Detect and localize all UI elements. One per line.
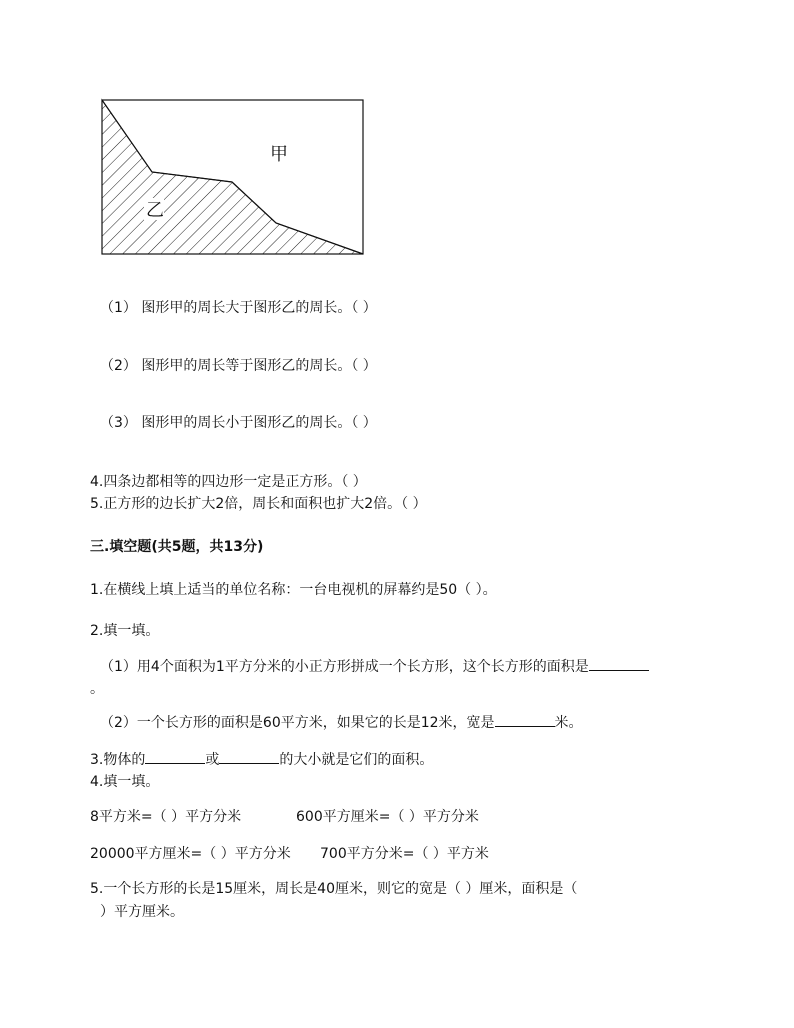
fill-question-3-part-c: 的大小就是它们的面积。 xyxy=(279,752,434,768)
shape-figure xyxy=(100,98,368,258)
fill-question-4-row1-b: 600平方厘米=（ ）平方分米 xyxy=(296,809,479,825)
judge-subquestion-1: （1） 图形甲的周长大于图形乙的周长。（ ） xyxy=(100,300,377,316)
fill-question-2-1 xyxy=(100,658,649,676)
judge-subquestion-2: （2） 图形甲的周长等于图形乙的周长。（ ） xyxy=(100,358,377,374)
label-yi: 乙 xyxy=(146,200,164,221)
fill-question-2: 2.填一填。 xyxy=(90,623,160,639)
fill-question-4-row2-a: 20000平方厘米=（ ）平方分米 xyxy=(90,846,291,862)
fill-question-4-row2-b: 700平方分米=（ ）平方米 xyxy=(320,846,489,862)
fill-question-2-1-end: 。 xyxy=(90,681,104,697)
shaded-region-yi xyxy=(102,100,363,254)
fill-question-2-2-text: （2）一个长方形的面积是60平方米，如果它的长是12米，宽是 xyxy=(100,715,495,731)
fill-question-3 xyxy=(90,751,433,769)
answer-blank[interactable] xyxy=(589,670,649,671)
section-title: 三.填空题(共5题，共13分) xyxy=(90,539,264,555)
fill-question-3-part-a: 3.物体的 xyxy=(90,752,146,768)
fill-question-2-2-unit: 米。 xyxy=(554,715,583,731)
fill-question-2-2 xyxy=(100,714,583,732)
fill-question-5-line1: 5.一个长方形的长是15厘米，周长是40厘米，则它的宽是（ ）厘米，面积是（ xyxy=(90,881,578,897)
fill-question-1: 1.在横线上填上适当的单位名称：一台电视机的屏幕约是50（ ）。 xyxy=(90,582,497,598)
answer-blank[interactable] xyxy=(495,726,555,727)
answer-blank[interactable] xyxy=(145,763,205,764)
fill-question-2-1-text: （1）用4个面积为1平方分米的小正方形拼成一个长方形，这个长方形的面积是 xyxy=(100,659,589,675)
fill-question-5-line2: ）平方厘米。 xyxy=(100,904,184,920)
answer-blank[interactable] xyxy=(219,763,279,764)
judge-question-4: 4.四条边都相等的四边形一定是正方形。（ ） xyxy=(90,474,367,490)
fill-question-4-row1-a: 8平方米=（ ）平方分米 xyxy=(90,809,242,825)
label-jia: 甲 xyxy=(270,144,288,165)
fill-question-3-part-b: 或 xyxy=(205,752,220,768)
fill-question-4: 4.填一填。 xyxy=(90,774,160,790)
judge-subquestion-3: （3） 图形甲的周长小于图形乙的周长。（ ） xyxy=(100,415,377,431)
judge-question-5: 5.正方形的边长扩大2倍，周长和面积也扩大2倍。（ ） xyxy=(90,496,427,512)
